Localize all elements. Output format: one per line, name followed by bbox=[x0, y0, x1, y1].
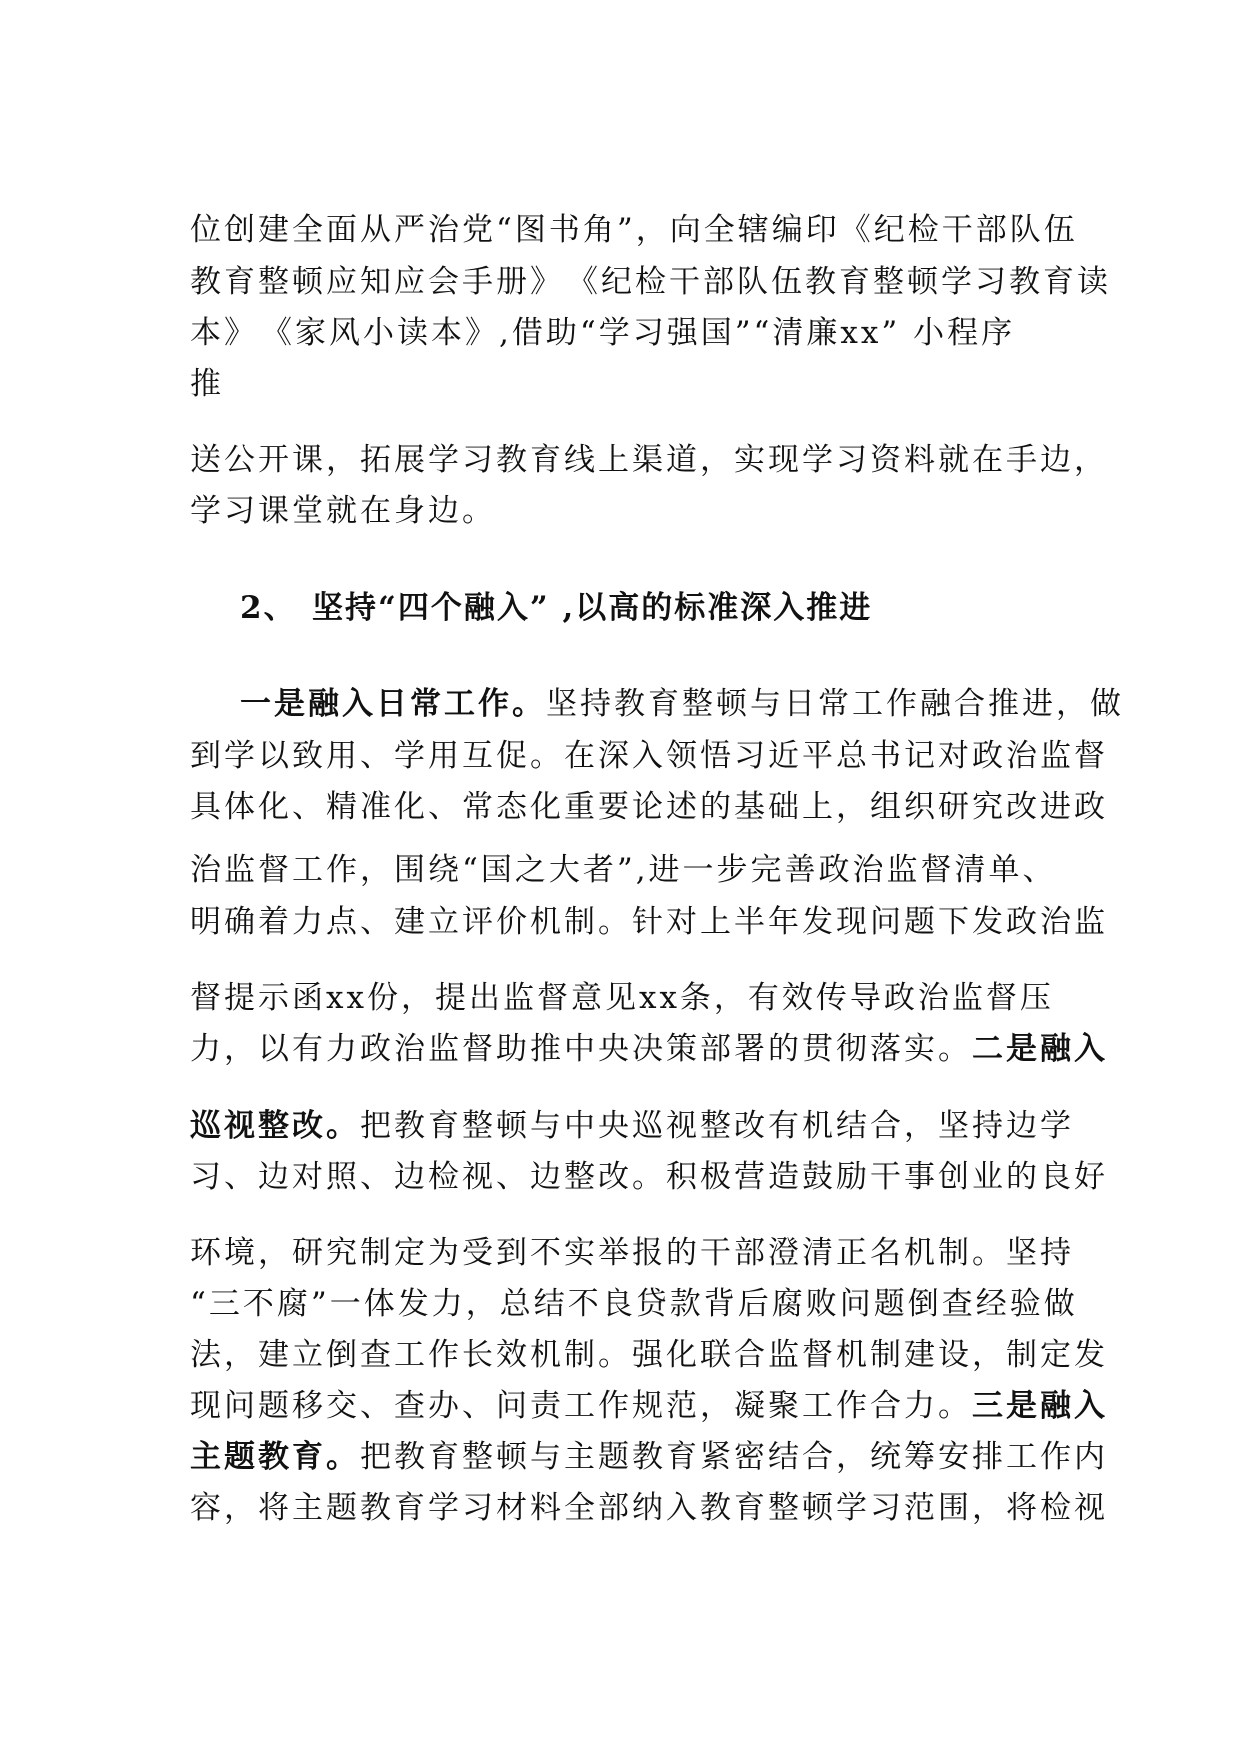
paragraph-line: 力，以有力政治监督助推中央决策部署的贯彻落实。二是融入 bbox=[190, 1031, 1108, 1067]
bold-lead: 主题教育。 bbox=[190, 1439, 360, 1475]
section-heading bbox=[240, 588, 872, 628]
section-title: 坚持“四个融入” ,以高的标准深入推进 bbox=[312, 590, 873, 626]
paragraph-line: 督提示函xx份，提出监督意见xx条，有效传导政治监督压 bbox=[190, 980, 1054, 1016]
paragraph-line: “三不腐”一体发力，总结不良贷款背后腐败问题倒查经验做 bbox=[190, 1286, 1078, 1322]
paragraph-line: 到学以致用、学用互促。在深入领悟习近平总书记对政治监督 bbox=[190, 738, 1108, 774]
paragraph-line: 推 bbox=[190, 366, 224, 402]
paragraph-line: 环境，研究制定为受到不实举报的干部澄清正名机制。坚持 bbox=[190, 1235, 1074, 1271]
section-number: 2、 bbox=[240, 590, 297, 626]
paragraph-line: 教育整顿应知应会手册》 《纪检干部队伍教育整顿学习教育读 bbox=[190, 264, 1111, 300]
paragraph-line: 送公开课，拓展学习教育线上渠道，实现学习资料就在手边， bbox=[190, 442, 1108, 478]
paragraph-line: 具体化、精准化、常态化重要论述的基础上，组织研究改进政 bbox=[190, 789, 1108, 825]
paragraph-line: 主题教育。把教育整顿与主题教育紧密结合，统筹安排工作内 bbox=[190, 1439, 1108, 1475]
paragraph-line: 明确着力点、建立评价机制。针对上半年发现问题下发政治监 bbox=[190, 904, 1108, 940]
paragraph-line: 巡视整改。把教育整顿与中央巡视整改有机结合，坚持边学 bbox=[190, 1108, 1074, 1144]
paragraph-line: 学习课堂就在身边。 bbox=[190, 493, 496, 529]
bold-lead: 二是融入 bbox=[972, 1031, 1108, 1067]
paragraph-line: 治监督工作，围绕“国之大者”,进一步完善政治监督清单、 bbox=[190, 852, 1057, 888]
bold-lead: 巡视整改。 bbox=[190, 1108, 360, 1144]
paragraph-line: 位创建全面从严治党“图书角”，向全辖编印《纪检干部队伍 bbox=[190, 212, 1078, 248]
paragraph-line: 习、边对照、边检视、边整改。积极营造鼓励干事创业的良好 bbox=[190, 1159, 1108, 1195]
paragraph-line: 容，将主题教育学习材料全部纳入教育整顿学习范围，将检视 bbox=[190, 1490, 1108, 1526]
bold-lead: 三是融入 bbox=[972, 1388, 1108, 1424]
paragraph-line: 本》 《家风小读本》,借助“学习强国”“清廉xx” 小程序 bbox=[190, 315, 1016, 351]
paragraph-line: 现问题移交、查办、问责工作规范，凝聚工作合力。三是融入 bbox=[190, 1388, 1108, 1424]
paragraph-line: 法，建立倒查工作长效机制。强化联合监督机制建设，制定发 bbox=[190, 1337, 1108, 1373]
paragraph-line: 一是融入日常工作。坚持教育整顿与日常工作融合推进，做 bbox=[240, 686, 1124, 722]
bold-lead: 一是融入日常工作。 bbox=[240, 686, 546, 722]
